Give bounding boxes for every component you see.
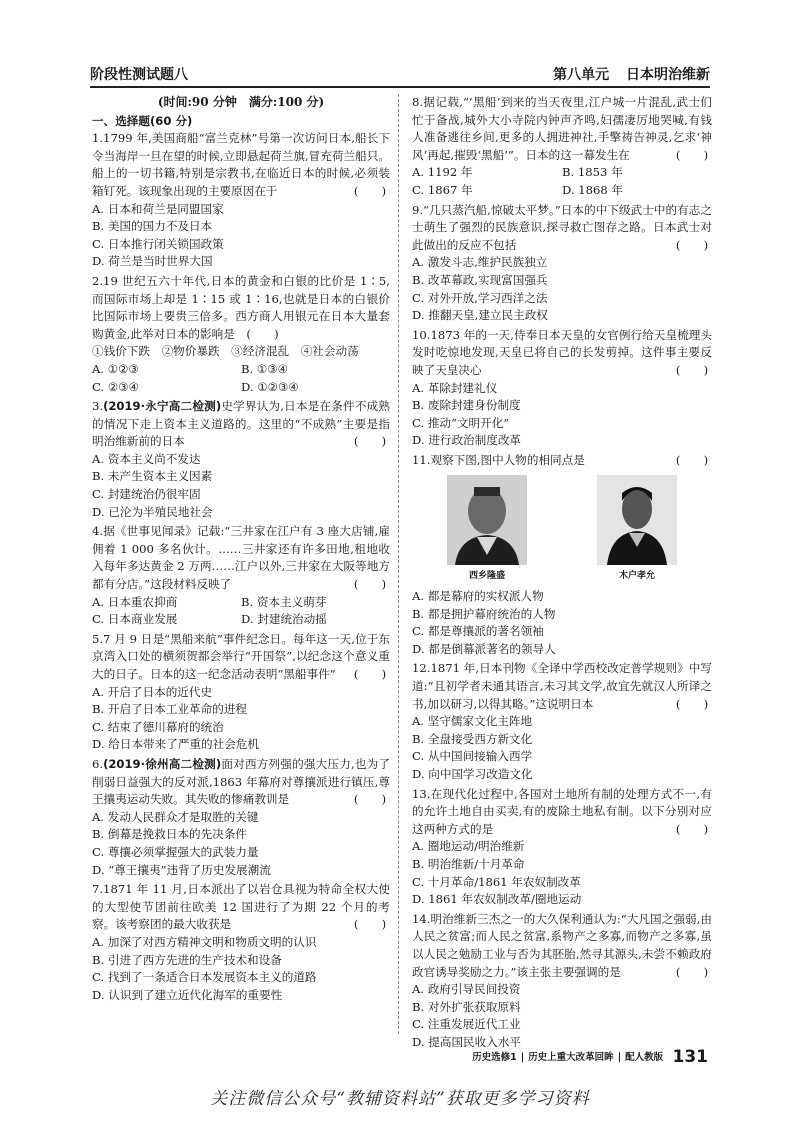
page-number: 131 — [672, 1047, 708, 1067]
option-D: D. 1861 年农奴制改革/圈地运动 — [412, 892, 582, 907]
question-text: 面对西方列强的强大压力,也为了削弱日益强大的反对派,1863 年幕府对尊攘派进行镇压,尊王攘夷运动失败。其失败的惨痛教训是 — [92, 756, 390, 807]
option-A: A. 日本重农抑商 — [92, 594, 178, 609]
question-text: 4.据《世事见闻录》记载:“三井家在江户有 3 座大店铺,雇佣着 1 000 多名伙计。……三井家还有许多田地,租地收入每年多达黄金 2 万两……江户以外,三井家在大阪等地方都有分店。”这段材料反映了 — [92, 524, 390, 592]
option-A: A. 坚守儒家文化主阵地 — [412, 714, 533, 729]
option-B: B. 资本主义萌芽 — [241, 594, 327, 609]
option-list — [412, 164, 712, 199]
footer-edition: 配人教版 — [625, 1052, 664, 1063]
option-D: D. ①②③④ — [241, 379, 299, 394]
answer-bracket: ( ) — [675, 696, 709, 711]
option-list — [92, 201, 390, 271]
option-A: A. 都是幕府的实权派人物 — [412, 589, 544, 604]
question — [412, 786, 712, 909]
question-text: 13.在现代化过程中,各国对土地所有制的处理方式不一,有的允许土地自由买卖,有的废除土地私有制。以下分别对应这两种方式的是 — [412, 786, 712, 836]
exam-meta: (时间:90 分钟 满分:100 分) — [157, 95, 325, 109]
question-source: (2019·永宁高二检测) — [103, 399, 222, 414]
question-number: 6. — [92, 756, 104, 771]
question-text: 14.明治维新三杰之一的大久保利通认为:“大凡国之强弱,由人民之贫富;而人民之贫富,系物产之多寡,而物产之多寡,虽以人民之勉励工业与否为其胚胎,然寻其源头,未尝不赖政府政官诱导奖励之力。”该主张主要强调的是 — [412, 911, 712, 979]
answer-bracket: ( ) — [353, 792, 387, 807]
option-list — [412, 588, 712, 658]
option-list — [412, 380, 712, 450]
option-A: A. 1192 年 — [412, 165, 473, 180]
question-stem — [92, 398, 390, 451]
option-C: C. 尊攘必须掌握强大的武装力量 — [92, 844, 259, 859]
answer-bracket: ( ) — [675, 237, 709, 252]
unit-title: 日本明治维新 — [626, 67, 710, 83]
option-D: D. 已沦为半殖民地社会 — [92, 504, 213, 519]
portrait-kido-image — [597, 475, 677, 565]
question-number: 3. — [92, 399, 104, 414]
question-stem — [412, 911, 712, 981]
question — [92, 398, 390, 521]
column-divider — [398, 94, 399, 1034]
test-title: 阶段性测试题八 — [90, 67, 188, 83]
question-stem — [92, 130, 390, 200]
option-A: A. 圈地运动/明治维新 — [412, 839, 525, 854]
question-text: 5.7 月 9 日是“黑船来航”事件纪念日。每年这一天,位于东京湾入口处的横须贺都会举行“开国祭”,以纪念这个意义重大的日子。日本的这一纪念活动表明“黑船事件” — [92, 631, 390, 681]
question-text: 1.1799 年,美国商船“富兰克林”号第一次访问日本,船长下令当海岸一旦在望的时候,立即悬起荷兰旗,冒充荷兰船只。船上的一切书籍,特别是宗教书,在临近日本的时候,必须装箱钉死。该现象出现的主要原因在于 — [92, 131, 390, 198]
question — [412, 911, 712, 1052]
question-text: 11.观察下图,图中人物的相同点是 — [412, 452, 585, 467]
portrait-caption: 木户孝允 — [618, 571, 655, 582]
question — [412, 202, 712, 325]
option-list — [412, 838, 712, 908]
option-B: B. 明治维新/十月革命 — [412, 856, 525, 871]
question-text: 10.1873 年的一天,侍奉日本天皇的女官例行给天皇梳理头发时吃惊地发现,天皇已将自己的长发剪掉。这件事主要反映了天皇决心 — [412, 327, 712, 377]
portrait-saigo-image — [447, 475, 527, 565]
question — [412, 94, 712, 200]
option-list — [92, 934, 390, 1004]
statement-list: ①钱价下跌 ②物价暴跌 ③经济混乱 ④社会动荡 — [92, 344, 359, 359]
answer-bracket: ( ) — [353, 183, 387, 198]
question-text: 9.“几只蒸汽船,惊破太平梦。”日本的中下级武士中的有志之士萌生了强烈的民族意识,探寻救亡图存之路。日本武士对此做出的反应不包括 — [412, 202, 712, 252]
footer-note: 关注微信公众号“教辅资料站”获取更多学习资料 — [210, 1089, 590, 1109]
option-C: C. 十月革命/1861 年农奴制改革 — [412, 874, 581, 889]
option-D: D. 认识到了建立近代化海军的重要性 — [92, 987, 283, 1002]
portrait — [441, 475, 533, 586]
portrait-shape — [474, 487, 500, 496]
question — [92, 881, 390, 1004]
answer-bracket: ( ) — [353, 917, 387, 932]
question — [92, 130, 390, 271]
option-C: C. 注重发展近代工业 — [412, 1017, 521, 1032]
option-D: D. 向中国学习改造文化 — [412, 767, 533, 781]
option-B: B. 废除封建身份制度 — [412, 398, 521, 413]
option-B: B. 都是拥护幕府统治的人物 — [412, 606, 556, 621]
question-stem — [92, 881, 390, 934]
figure-portraits — [412, 475, 712, 586]
option-D: D. 进行政治制度改革 — [412, 433, 522, 448]
option-B: B. 开启了日本工业革命的进程 — [92, 702, 248, 717]
option-B: B. 1853 年 — [562, 165, 623, 180]
right-column — [412, 94, 712, 1054]
answer-bracket: ( ) — [353, 667, 387, 681]
question — [92, 273, 390, 396]
option-B: B. ①③④ — [241, 361, 289, 376]
option-B: B. 美国的国力不及日本 — [92, 219, 213, 234]
unit-heading — [541, 64, 710, 84]
option-D: D. 荷兰是当时世界大国 — [92, 254, 213, 269]
question-stem — [412, 202, 712, 255]
option-D: D. “尊王攘夷”违背了历史发展潮流 — [92, 862, 271, 877]
option-C: C. 日本商业发展 — [92, 612, 178, 627]
answer-bracket: ( ) — [675, 964, 709, 979]
option-C: C. 都是尊攘派的著名领袖 — [412, 624, 544, 639]
question-stem — [92, 273, 390, 343]
footer-subtitle: 历史上重大改革回眸 — [528, 1052, 614, 1063]
option-list — [92, 594, 390, 629]
option-list — [92, 361, 390, 396]
question — [92, 756, 390, 879]
answer-bracket: ( ) — [675, 452, 709, 467]
question-text: 2.19 世纪五六十年代,日本的黄金和白银的比价是 1∶5,而国际市场上却是 1∶15 或 1∶16,也就是日本的白银价比国际市场上要贵三倍多。西方商人用银元在日本大量套购黄金,此举对日本的影响是 ( ) — [92, 273, 390, 341]
question-text: 8.据记载,“‘黑船’到来的当天夜里,江户城一片混乱,武士们忙于备战,城外大小寺院内钟声齐鸣,妇孺凄厉地哭喊,有钱人准备逃往乡间,更多的人拥进神社,手擎祷告神灵,乞求‘神风’再起,摧毁‘黑船’”。日本的这一幕发生在 — [412, 95, 712, 162]
option-D: D. 都是倒幕派著名的领导人 — [412, 641, 556, 656]
option-C: C. 从中国间接输入西学 — [412, 749, 533, 764]
option-B: B. 未产生资本主义因素 — [92, 469, 213, 484]
question — [92, 523, 390, 629]
question-text: 7.1871 年 11 月,日本派出了以岩仓具视为特命全权大使的大型使节团前往欧美 12 国进行了为期 22 个月的考察。该考察团的最大收获是 — [92, 882, 390, 932]
answer-bracket: ( ) — [675, 147, 709, 162]
question-stem — [92, 756, 390, 809]
option-C: C. 推动“文明开化” — [412, 415, 510, 430]
option-C: C. 结束了德川幕府的统治 — [92, 719, 224, 734]
answer-bracket: ( ) — [675, 362, 709, 377]
portrait-caption: 西乡隆盛 — [468, 571, 505, 582]
answer-bracket: ( ) — [675, 821, 709, 836]
option-list — [92, 451, 390, 521]
option-A: A. 日本和荷兰是同盟国家 — [92, 201, 224, 216]
page-header — [90, 64, 710, 88]
answer-bracket: ( ) — [353, 434, 387, 449]
option-A: A. 革除封建礼仪 — [412, 380, 498, 395]
option-D: D. 1868 年 — [562, 182, 624, 197]
option-D: D. 封建统治动摇 — [241, 612, 327, 627]
option-A: A. 发动人民群众才是取胜的关键 — [92, 809, 259, 824]
option-C: C. 对外开放,学习西洋之法 — [412, 290, 548, 305]
option-list — [412, 254, 712, 324]
option-A: A. 资本主义尚不发达 — [92, 451, 201, 466]
option-B: B. 引进了西方先进的生产技术和设备 — [92, 952, 282, 967]
option-D: D. 提高国民收入水平 — [412, 1034, 522, 1049]
question-text: 12.1871 年,日本刊物《全译中学西校改定普学规则》中写道:“且初学者未通其语言,未习其文学,故宜先就汉人所译之书,加以研习,以得其略。”这说明日本 — [412, 661, 712, 711]
left-column — [92, 94, 390, 1006]
option-list — [92, 809, 390, 879]
option-D: D. 给日本带来了严重的社会危机 — [92, 737, 259, 752]
option-B: B. 倒幕是挽救日本的先决条件 — [92, 827, 248, 842]
option-list — [92, 684, 390, 754]
footer-bar: 历史选修1 | 历史上重大改革回眸 | 配人教版 131 — [472, 1047, 708, 1067]
option-A: A. 政府引导民间投资 — [412, 982, 521, 997]
answer-bracket: ( ) — [353, 577, 387, 592]
portrait — [591, 475, 683, 586]
question-stem — [412, 327, 712, 380]
option-A: A. 开启了日本的近代史 — [92, 684, 213, 699]
question-stem — [412, 94, 712, 164]
question-stem — [412, 452, 712, 470]
question-stem — [412, 660, 712, 713]
option-C: C. 1867 年 — [412, 182, 473, 197]
question-source: (2019·徐州高二检测) — [103, 756, 222, 771]
footer-book: 历史选修1 — [472, 1052, 517, 1063]
option-A: A. 加深了对西方精神文明和物质文明的认识 — [92, 934, 317, 949]
section-title: 一、选择题(60 分) — [92, 113, 193, 128]
option-list — [412, 981, 712, 1051]
option-A: A. 激发斗志,维护民族独立 — [412, 255, 548, 270]
question-text: 史学界认为,日本是在条件不成熟的情况下走上资本主义道路的。这里的“不成熟”主要是指明治维新前的日本 — [92, 399, 390, 449]
option-C: C. 封建统治仍很牢固 — [92, 487, 201, 502]
option-A: A. ①②③ — [92, 361, 139, 376]
option-C: C. 日本推行闭关锁国政策 — [92, 236, 224, 251]
question — [412, 660, 712, 783]
question-stem — [412, 786, 712, 839]
question — [412, 452, 712, 659]
unit-label: 第八单元 — [553, 67, 610, 83]
option-D: D. 推翻天皇,建立民主政权 — [412, 308, 548, 323]
option-C: C. 找到了一条适合日本发展资本主义的道路 — [92, 970, 317, 985]
question-stem — [92, 523, 390, 593]
option-list — [412, 713, 712, 783]
question-stem — [92, 631, 390, 684]
question — [412, 327, 712, 450]
question — [92, 631, 390, 754]
option-C: C. ②③④ — [92, 379, 140, 394]
option-B: B. 全盘接受西方新文化 — [412, 731, 533, 746]
option-B: B. 改革幕政,实现富国强兵 — [412, 272, 548, 287]
option-B: B. 对外扩张获取原料 — [412, 999, 521, 1014]
